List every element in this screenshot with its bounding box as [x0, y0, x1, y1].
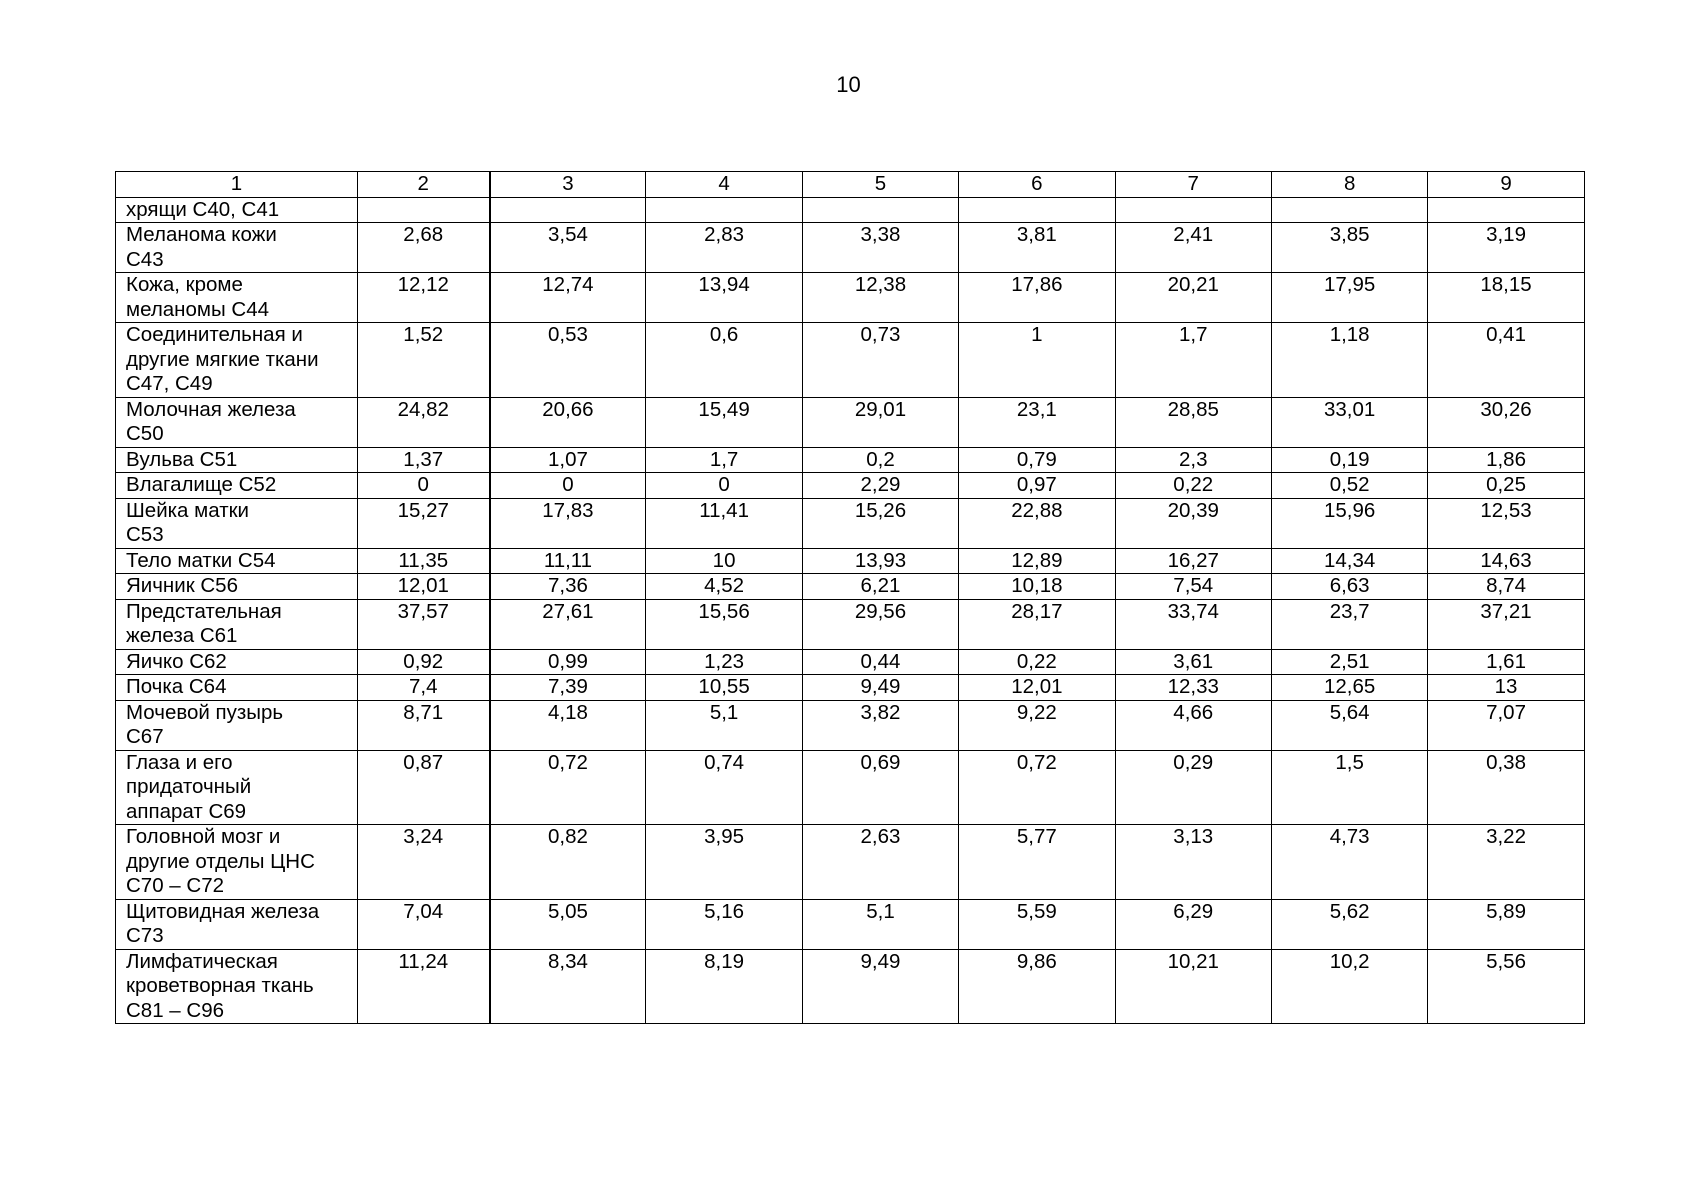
- value-cell: 24,82: [358, 397, 490, 447]
- value-cell: [1271, 197, 1427, 223]
- localization-cell: [116, 223, 358, 273]
- table-row: [116, 498, 1585, 548]
- value-cell: 11,24: [358, 949, 490, 1024]
- value-cell: 15,96: [1271, 498, 1427, 548]
- page-number: 10: [836, 72, 861, 97]
- value-cell: [358, 197, 490, 223]
- value-cell: 0,87: [358, 750, 490, 825]
- localization-line: С47, С49: [126, 372, 213, 395]
- value-cell: 12,33: [1115, 675, 1271, 701]
- table-header-row: [116, 172, 1585, 198]
- value-cell: 11,11: [490, 548, 646, 574]
- value-cell: 37,57: [358, 599, 490, 649]
- table-row: [116, 949, 1585, 1024]
- localization-cell: [116, 700, 358, 750]
- value-cell: [1428, 197, 1584, 223]
- value-cell: 4,66: [1115, 700, 1271, 750]
- value-cell: 7,36: [490, 574, 646, 600]
- value-cell: 1: [959, 323, 1115, 398]
- localization-line: С67: [126, 725, 164, 748]
- value-cell: 2,3: [1115, 447, 1271, 473]
- localization-line: железа С61: [126, 624, 238, 647]
- table-row: [116, 700, 1585, 750]
- localization-line: кроветворная ткань: [126, 974, 314, 997]
- table-row: [116, 825, 1585, 900]
- value-cell: 14,34: [1271, 548, 1427, 574]
- table-row: [116, 397, 1585, 447]
- value-cell: 10,2: [1271, 949, 1427, 1024]
- localization-cell: [116, 323, 358, 398]
- localization-line: Меланома кожи: [126, 223, 277, 246]
- column-header: 9: [1428, 172, 1584, 198]
- value-cell: 2,63: [802, 825, 958, 900]
- localization-cell: [116, 899, 358, 949]
- value-cell: 0,73: [802, 323, 958, 398]
- value-cell: 2,29: [802, 473, 958, 499]
- value-cell: 9,86: [959, 949, 1115, 1024]
- value-cell: 30,26: [1428, 397, 1584, 447]
- value-cell: 3,54: [490, 223, 646, 273]
- column-header: 5: [802, 172, 958, 198]
- value-cell: 20,39: [1115, 498, 1271, 548]
- table-row: [116, 675, 1585, 701]
- value-cell: 0,41: [1428, 323, 1584, 398]
- localization-line: Шейка матки: [126, 498, 250, 522]
- localization-cell: [116, 825, 358, 900]
- value-cell: 17,83: [490, 498, 646, 548]
- value-cell: 9,49: [802, 675, 958, 701]
- value-cell: 15,26: [802, 498, 958, 548]
- value-cell: 0,19: [1271, 447, 1427, 473]
- value-cell: 5,1: [646, 700, 802, 750]
- localization-line: С73: [126, 924, 164, 947]
- value-cell: 0,38: [1428, 750, 1584, 825]
- value-cell: 1,5: [1271, 750, 1427, 825]
- localization-cell: [116, 599, 358, 649]
- value-cell: 10,55: [646, 675, 802, 701]
- localization-line: Тело матки С54: [126, 548, 276, 572]
- value-cell: 10,18: [959, 574, 1115, 600]
- value-cell: 12,89: [959, 548, 1115, 574]
- table-row: [116, 323, 1585, 398]
- value-cell: 0,6: [646, 323, 802, 398]
- value-cell: [646, 197, 802, 223]
- value-cell: 15,49: [646, 397, 802, 447]
- value-cell: 4,52: [646, 574, 802, 600]
- table-row: [116, 223, 1585, 273]
- column-header: 4: [646, 172, 802, 198]
- value-cell: 1,7: [646, 447, 802, 473]
- value-cell: 29,01: [802, 397, 958, 447]
- localization-line: хрящи С40, С41: [126, 197, 280, 221]
- value-cell: 4,18: [490, 700, 646, 750]
- value-cell: 2,68: [358, 223, 490, 273]
- value-cell: 3,81: [959, 223, 1115, 273]
- value-cell: 1,7: [1115, 323, 1271, 398]
- value-cell: 0,69: [802, 750, 958, 825]
- value-cell: 23,1: [959, 397, 1115, 447]
- value-cell: 0: [358, 473, 490, 499]
- value-cell: 7,07: [1428, 700, 1584, 750]
- column-header: 8: [1271, 172, 1427, 198]
- localization-cell: [116, 197, 358, 223]
- localization-line: другие мягкие ткани: [126, 347, 319, 371]
- value-cell: 5,89: [1428, 899, 1584, 949]
- table-row: [116, 599, 1585, 649]
- value-cell: 0,82: [490, 825, 646, 900]
- value-cell: 6,63: [1271, 574, 1427, 600]
- value-cell: 15,27: [358, 498, 490, 548]
- value-cell: 0,22: [1115, 473, 1271, 499]
- value-cell: 0,52: [1271, 473, 1427, 499]
- value-cell: 1,86: [1428, 447, 1584, 473]
- value-cell: 13,94: [646, 273, 802, 323]
- value-cell: 10,21: [1115, 949, 1271, 1024]
- value-cell: 1,37: [358, 447, 490, 473]
- value-cell: 0,2: [802, 447, 958, 473]
- value-cell: 1,18: [1271, 323, 1427, 398]
- localization-line: Влагалище С52: [126, 473, 277, 496]
- value-cell: 22,88: [959, 498, 1115, 548]
- value-cell: 7,54: [1115, 574, 1271, 600]
- table-row: [116, 447, 1585, 473]
- localization-line: Молочная железа: [126, 397, 296, 421]
- value-cell: 3,24: [358, 825, 490, 900]
- incidence-table: [115, 171, 1585, 1024]
- value-cell: 0,44: [802, 649, 958, 675]
- value-cell: 0,29: [1115, 750, 1271, 825]
- value-cell: 12,01: [959, 675, 1115, 701]
- value-cell: 5,64: [1271, 700, 1427, 750]
- value-cell: 13,93: [802, 548, 958, 574]
- localization-line: Почка С64: [126, 675, 227, 698]
- value-cell: 9,22: [959, 700, 1115, 750]
- value-cell: 17,86: [959, 273, 1115, 323]
- value-cell: 11,41: [646, 498, 802, 548]
- value-cell: 3,82: [802, 700, 958, 750]
- value-cell: 11,35: [358, 548, 490, 574]
- value-cell: 17,95: [1271, 273, 1427, 323]
- value-cell: 3,61: [1115, 649, 1271, 675]
- value-cell: 15,56: [646, 599, 802, 649]
- localization-line: С43: [126, 247, 164, 271]
- table-row: [116, 473, 1585, 499]
- value-cell: 16,27: [1115, 548, 1271, 574]
- localization-cell: [116, 498, 358, 548]
- value-cell: 12,38: [802, 273, 958, 323]
- value-cell: 27,61: [490, 599, 646, 649]
- localization-line: другие отделы ЦНС: [126, 849, 315, 873]
- localization-line: Щитовидная железа: [126, 899, 320, 923]
- value-cell: 8,34: [490, 949, 646, 1024]
- value-cell: 2,41: [1115, 223, 1271, 273]
- localization-line: Соединительная и: [126, 323, 303, 346]
- table-row: [116, 548, 1585, 574]
- table-row: [116, 649, 1585, 675]
- table-row: [116, 899, 1585, 949]
- value-cell: 1,23: [646, 649, 802, 675]
- value-cell: [802, 197, 958, 223]
- localization-line: Головной мозг и: [126, 825, 281, 848]
- value-cell: 0: [490, 473, 646, 499]
- localization-cell: [116, 675, 358, 701]
- value-cell: 3,19: [1428, 223, 1584, 273]
- localization-cell: [116, 473, 358, 499]
- value-cell: 5,59: [959, 899, 1115, 949]
- value-cell: 1,52: [358, 323, 490, 398]
- value-cell: 33,01: [1271, 397, 1427, 447]
- value-cell: 3,13: [1115, 825, 1271, 900]
- localization-line: меланомы С44: [126, 297, 270, 321]
- column-header: 6: [959, 172, 1115, 198]
- column-header: 1: [116, 172, 358, 198]
- value-cell: 23,7: [1271, 599, 1427, 649]
- localization-cell: [116, 397, 358, 447]
- value-cell: 1,07: [490, 447, 646, 473]
- localization-line: Кожа, кроме: [126, 273, 243, 296]
- localization-cell: [116, 574, 358, 600]
- localization-cell: [116, 649, 358, 675]
- value-cell: 33,74: [1115, 599, 1271, 649]
- value-cell: 3,22: [1428, 825, 1584, 900]
- localization-cell: [116, 750, 358, 825]
- value-cell: 0,22: [959, 649, 1115, 675]
- localization-line: С70 – С72: [126, 874, 225, 897]
- value-cell: 4,73: [1271, 825, 1427, 900]
- value-cell: 12,53: [1428, 498, 1584, 548]
- localization-line: Мочевой пузырь: [126, 700, 284, 724]
- value-cell: [959, 197, 1115, 223]
- value-cell: 7,04: [358, 899, 490, 949]
- value-cell: 20,66: [490, 397, 646, 447]
- value-cell: 3,95: [646, 825, 802, 900]
- value-cell: 6,29: [1115, 899, 1271, 949]
- value-cell: 5,56: [1428, 949, 1584, 1024]
- value-cell: [1115, 197, 1271, 223]
- localization-cell: [116, 949, 358, 1024]
- table-row: [116, 574, 1585, 600]
- value-cell: 0,92: [358, 649, 490, 675]
- value-cell: 5,77: [959, 825, 1115, 900]
- localization-line: С81 – С96: [126, 998, 225, 1022]
- value-cell: 3,85: [1271, 223, 1427, 273]
- value-cell: 18,15: [1428, 273, 1584, 323]
- value-cell: 29,56: [802, 599, 958, 649]
- value-cell: 0,99: [490, 649, 646, 675]
- value-cell: 9,49: [802, 949, 958, 1024]
- value-cell: 5,05: [490, 899, 646, 949]
- localization-line: придаточный: [126, 775, 252, 798]
- value-cell: 2,51: [1271, 649, 1427, 675]
- localization-cell: [116, 447, 358, 473]
- localization-line: Предстательная: [126, 599, 282, 623]
- table-row: [116, 197, 1585, 223]
- value-cell: 28,85: [1115, 397, 1271, 447]
- value-cell: 7,4: [358, 675, 490, 701]
- value-cell: 12,74: [490, 273, 646, 323]
- column-header: 3: [490, 172, 646, 198]
- localization-line: аппарат С69: [126, 799, 247, 823]
- localization-line: С50: [126, 422, 164, 445]
- value-cell: 10: [646, 548, 802, 574]
- value-cell: 0,74: [646, 750, 802, 825]
- value-cell: 0,79: [959, 447, 1115, 473]
- table-body: [116, 197, 1585, 1024]
- value-cell: 6,21: [802, 574, 958, 600]
- column-header: 7: [1115, 172, 1271, 198]
- value-cell: 13: [1428, 675, 1584, 701]
- value-cell: 0,72: [490, 750, 646, 825]
- value-cell: 8,71: [358, 700, 490, 750]
- value-cell: 8,74: [1428, 574, 1584, 600]
- value-cell: 12,01: [358, 574, 490, 600]
- value-cell: 1,61: [1428, 649, 1584, 675]
- value-cell: 2,83: [646, 223, 802, 273]
- value-cell: 3,38: [802, 223, 958, 273]
- localization-line: Яичник С56: [126, 574, 238, 597]
- value-cell: 5,1: [802, 899, 958, 949]
- value-cell: 28,17: [959, 599, 1115, 649]
- localization-cell: [116, 273, 358, 323]
- table-row: [116, 273, 1585, 323]
- localization-cell: [116, 548, 358, 574]
- value-cell: 12,12: [358, 273, 490, 323]
- value-cell: 37,21: [1428, 599, 1584, 649]
- value-cell: 7,39: [490, 675, 646, 701]
- localization-line: Лимфатическая: [126, 949, 278, 973]
- value-cell: 0,97: [959, 473, 1115, 499]
- value-cell: 0,72: [959, 750, 1115, 825]
- table-row: [116, 750, 1585, 825]
- value-cell: 8,19: [646, 949, 802, 1024]
- value-cell: 0,53: [490, 323, 646, 398]
- value-cell: 12,65: [1271, 675, 1427, 701]
- localization-line: Вульва С51: [126, 447, 238, 471]
- localization-line: Глаза и его: [126, 750, 233, 774]
- value-cell: 20,21: [1115, 273, 1271, 323]
- value-cell: 14,63: [1428, 548, 1584, 574]
- column-header: 2: [358, 172, 490, 198]
- value-cell: 5,16: [646, 899, 802, 949]
- value-cell: 5,62: [1271, 899, 1427, 949]
- value-cell: 0: [646, 473, 802, 499]
- localization-line: Яичко С62: [126, 649, 227, 673]
- value-cell: [490, 197, 646, 223]
- localization-line: С53: [126, 523, 164, 546]
- value-cell: 0,25: [1428, 473, 1584, 499]
